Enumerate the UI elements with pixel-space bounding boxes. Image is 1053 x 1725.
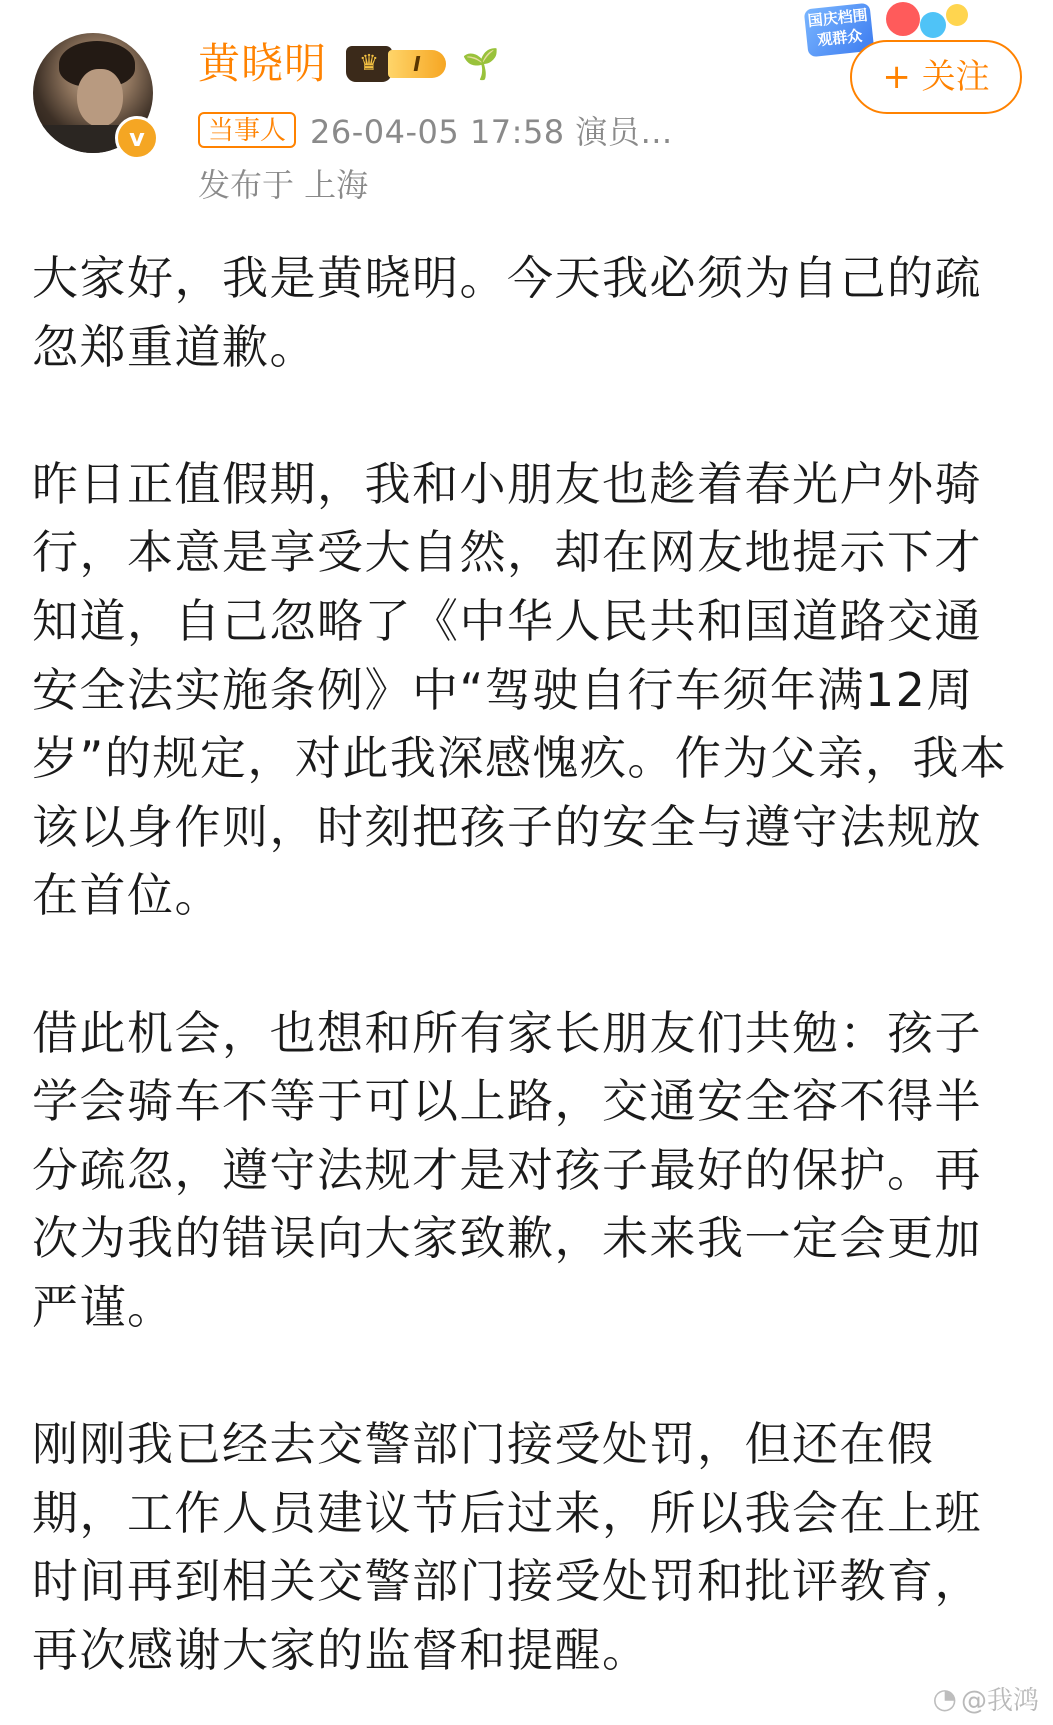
post-location: 发布于 上海 bbox=[198, 166, 369, 204]
festival-badge-label: 国庆档围观群众 bbox=[804, 3, 875, 58]
party-tag: 当事人 bbox=[198, 112, 296, 148]
crown-icon: ♛ bbox=[346, 46, 392, 82]
author-name[interactable]: 黄晓明 bbox=[198, 39, 328, 88]
meta-row bbox=[198, 106, 673, 154]
weibo-logo-icon: ◔ bbox=[932, 1682, 957, 1715]
paragraph: 借此机会，也想和所有家长朋友们共勉：孩子学会骑车不等于可以上路，交通安全容不得半分疏忽，遵守法规才是对孩子最好的保护。再次为我的错误向大家致歉，未来我一定会更加严谨。 bbox=[32, 1005, 982, 1334]
paragraph: 大家好，我是黄晓明。今天我必须为自己的疏忽郑重道歉。 bbox=[32, 251, 982, 374]
watermark bbox=[933, 1680, 1039, 1717]
watermark-text: @我鸿 bbox=[960, 1686, 1039, 1716]
decoration-icon bbox=[946, 4, 968, 26]
follow-button[interactable]: + 关注 bbox=[850, 40, 1022, 114]
paragraph: 昨日正值假期，我和小朋友也趁着春光户外骑行，本意是享受大自然，却在网友地提示下才知道，自己忽略了《中华人民共和国道路交通安全法实施条例》中“驾驶自行车须年满12周岁”的规定，对此我深感愧疚。作为父亲，我本该以身作则，时刻把孩子的安全与遵守法规放在首位。 bbox=[32, 456, 1008, 923]
post-header bbox=[0, 0, 1053, 230]
level-label: I bbox=[388, 50, 446, 78]
level-badge bbox=[346, 44, 499, 84]
paragraph: 刚刚我已经去交警部门接受处罚，但还在假期，工作人员建议节后过来，所以我会在上班时间再到相关交警部门接受处罚和批评教育，再次感谢大家的监督和提醒。 bbox=[32, 1417, 982, 1677]
decoration-icon bbox=[920, 12, 946, 38]
post-timestamp: 26-04-05 17:58 演员… bbox=[310, 113, 673, 151]
verified-icon: v bbox=[115, 116, 159, 160]
decoration-icon bbox=[886, 2, 920, 36]
sprout-icon: 🌱 bbox=[462, 46, 500, 82]
post-body bbox=[32, 244, 1022, 1684]
